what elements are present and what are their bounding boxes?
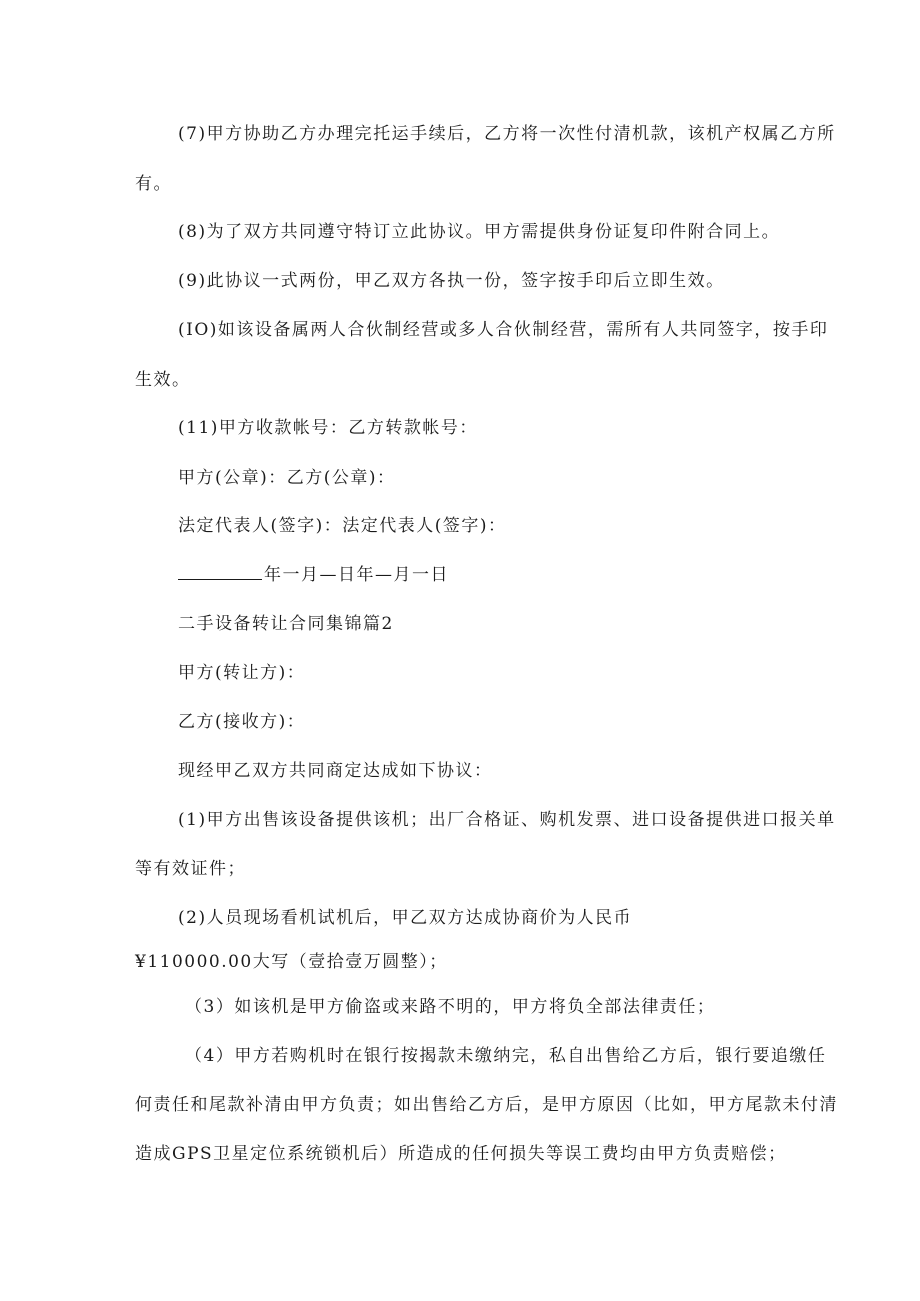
- party-a-line: 甲方(转让方)：: [178, 663, 306, 683]
- clause-8: (8)为了双方共同遵守特订立此协议。甲方需提供身份证复印件附合同上。: [178, 222, 781, 242]
- agreement-intro: 现经甲乙双方共同商定达成如下协议：: [178, 761, 493, 781]
- date-text: 年一月—日年—月一日: [264, 565, 449, 585]
- party-b-line: 乙方(接收方)：: [178, 712, 306, 732]
- clause-3: （3）如该机是甲方偷盗或来路不明的，甲方将负全部法律责任；: [185, 997, 716, 1017]
- clause-9: (9)此协议一式两份，甲乙双方各执一份，签字按手印后立即生效。: [178, 271, 725, 291]
- clause-7-line-1: (7)甲方协助乙方办理完托运手续后，乙方将一次性付清机款，该机产权属乙方所: [178, 124, 836, 144]
- date-line: [178, 563, 449, 587]
- clause-4-line-3: 造成GPS卫星定位系统锁机后）所造成的任何损失等误工费均由甲方负责赔偿；: [135, 1144, 787, 1164]
- date-blank: [178, 563, 262, 580]
- clause-1-line-2: 等有效证件；: [135, 859, 246, 879]
- clause-1-line-1: (1)甲方出售该设备提供该机；出厂合格证、购机发票、进口设备提供进口报关单: [178, 810, 836, 830]
- clause-11: (11)甲方收款帐号：乙方转款帐号：: [178, 418, 478, 438]
- clause-4-line-1: （4）甲方若购机时在银行按揭款未缴纳完，私自出售给乙方后，银行要追缴任: [185, 1046, 827, 1066]
- clause-10-line-1: (IO)如该设备属两人合伙制经营或多人合伙制经营，需所有人共同签字，按手印: [178, 320, 829, 340]
- clause-10-line-2: 生效。: [135, 370, 191, 390]
- section-heading: 二手设备转让合同集锦篇2: [178, 614, 394, 634]
- seal-line: 甲方(公章)：乙方(公章)：: [178, 468, 396, 488]
- clause-2-line-1: (2)人员现场看机试机后，甲乙双方达成协商价为人民币: [178, 908, 633, 928]
- clause-7-line-2: 有。: [135, 174, 172, 194]
- clause-4-line-2: 何责任和尾款补清由甲方负责；如出售给乙方后，是甲方原因（比如，甲方尾款未付清: [135, 1095, 838, 1115]
- representative-line: 法定代表人(签字)：法定代表人(签字)：: [178, 516, 507, 536]
- clause-2-line-2: ¥110000.00大写（壹拾壹万圆整）；: [135, 952, 448, 972]
